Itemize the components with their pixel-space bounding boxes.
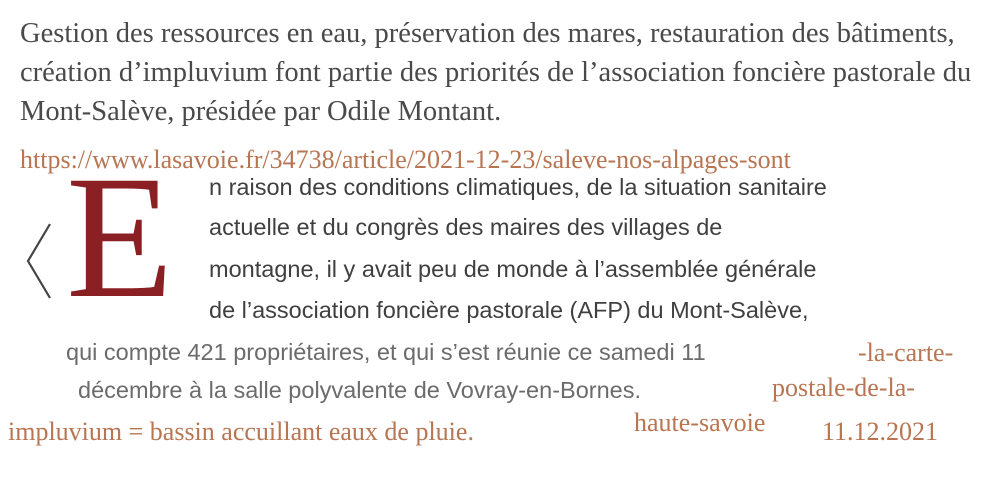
body-line-4: de l’association foncière pastorale (AFP) du Mont-Salève, [209, 297, 809, 323]
source-url-cont-1: -la-carte- [858, 338, 954, 367]
chevron-left-icon[interactable] [24, 222, 56, 300]
article-date: 11.12.2021 [822, 417, 939, 446]
source-url[interactable]: https://www.lasavoie.fr/34738/article/2021-12-23/saleve-nos-alpages-sont [20, 145, 791, 174]
annotation-impluvium: impluvium = bassin accuillant eaux de pluie. [8, 417, 474, 446]
body-line-3: montagne, il y avait peu de monde à l’assemblée générale [209, 256, 817, 282]
body-line-5: qui compte 421 propriétaires, et qui s’est réunie ce samedi 11 [66, 339, 706, 365]
article-lede: Gestion des ressources en eau, préservation des mares, restauration des bâtiments, création d’impluvium font partie des priorités de l’association foncière pastorale du Mont-Salève, présidée par Odile Montant. [20, 18, 972, 127]
drop-cap: E [66, 140, 174, 335]
body-line-1: n raison des conditions climatiques, de la situation sanitaire [209, 174, 827, 200]
body-line-6: décembre à la salle polyvalente de Vovray-en-Bornes. [78, 377, 642, 403]
body-line-2: actuelle et du congrès des maires des villages de [209, 214, 723, 240]
source-url-cont-3: haute-savoie [634, 408, 766, 437]
source-url-cont-2: postale-de-la- [772, 373, 915, 402]
